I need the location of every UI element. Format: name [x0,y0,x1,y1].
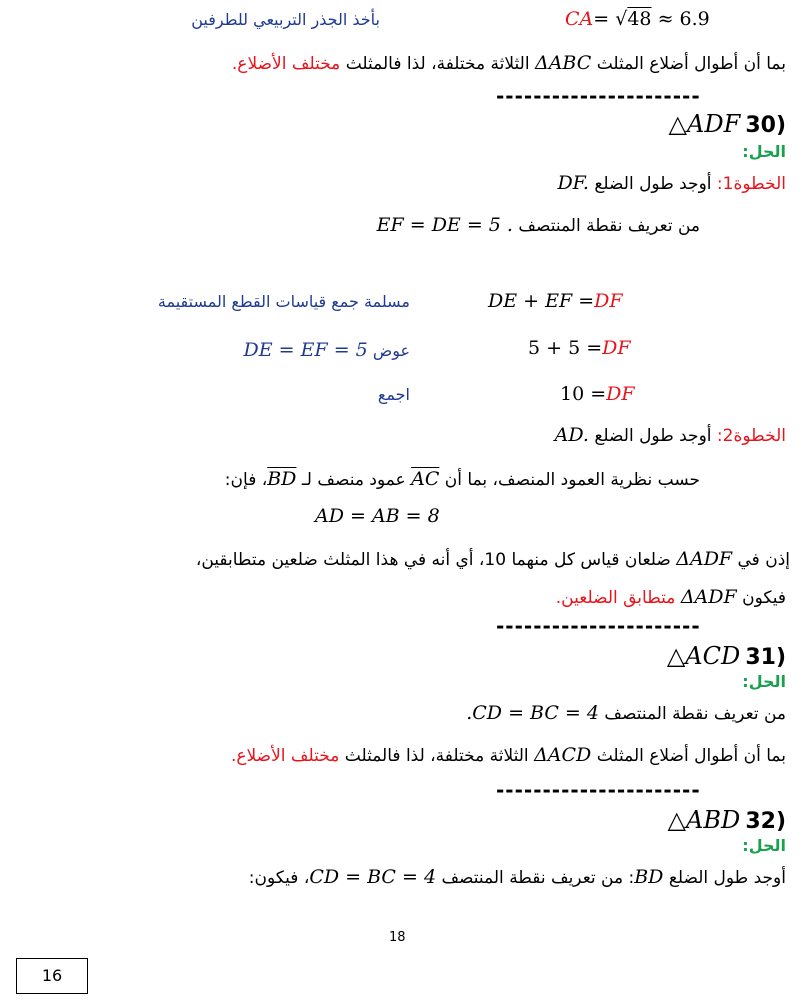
segment-ac: $\overline{AC}$ [411,468,440,490]
ca-equation: CA= √48 ≈ 6.9 [565,8,710,30]
q30-header [669,110,786,138]
q30-eq3: 10 =DF [560,383,635,405]
separator-1: ---------------------- [496,84,701,108]
segment-bd: $\overline{BD}$ [267,468,297,490]
q30-mid-text: من تعريف نقطة المنتصف [518,216,700,236]
q30-step1 [557,172,786,194]
q30-step2 [555,424,786,446]
scalene-abc-line [232,52,786,74]
q31-solution-label: الحل: [742,672,786,691]
q32-text: أوجد طول الضلع BD: من تعريف نقطة المنتصف CD = BC = 4، فيكون: [248,866,786,888]
q30-eq3-note: اجمع [377,385,410,404]
scalene-abc-tri: ΔABC [534,52,592,74]
page-number-center: 18 [389,930,406,945]
q30-mid-eq: EF = DE = 5 . [376,214,513,236]
q30-eq2-note: عوض DE = EF = 5 [243,339,410,361]
q30-eq2: 5 + 5 =DF [528,337,631,359]
q32-header [668,806,786,834]
q30-step2-seg: AD. [554,424,589,446]
q30-theorem: حسب نظرية العمود المنصف، بما أن $\overline{AC}$ عمود منصف لـ $\overline{BD}،$ فإن: [224,468,700,490]
q31-number: (31 [745,645,786,670]
q30-conclusion: إذن في ΔADF ضلعان قياس كل منهما 10، أي أنه في هذا المثلث ضلعين متطابقين، [195,548,790,570]
q32-solution-label: الحل: [742,836,786,855]
q31-triangle: △ACD [666,642,741,670]
q30-step1-label: الخطوة1: [716,174,786,194]
q30-step2-label: الخطوة2: [716,426,786,446]
q30-solution-label: الحل: [742,142,786,161]
scalene-abc-result: مختلف الأضلاع. [231,54,341,74]
q30-step1-seg: DF. [557,172,589,194]
separator-3: ---------------------- [496,778,701,802]
q30-ad-eq: AD = AB = 8 [315,505,440,527]
sqrt-note: بأخذ الجذر التربيعي للطرفين [191,10,380,29]
q31-midpoint: من تعريف نقطة المنتصف .CD = BC = 4 [466,702,786,724]
q30-eq1: DE + EF =DF [488,290,623,312]
q31-scalene: بما أن أطوال أضلاع المثلث ΔACD الثلاثة مختلفة، لذا فالمثلث مختلف الأضلاع. [230,744,786,766]
q30-step2-text: أوجد طول الضلع [594,426,712,446]
q30-triangle: △ADF [668,110,741,138]
scalene-abc-pre: بما أن أطوال أضلاع المثلث [596,54,786,74]
q30-eq1-note: مسلمة جمع قياسات القطع المستقيمة [157,292,410,311]
q30-step1-text: أوجد طول الضلع [594,174,712,194]
page-number-box: 16 [16,958,88,994]
separator-2: ---------------------- [496,614,701,638]
q30-midpoint [377,214,700,236]
q32-triangle: △ABD [667,806,741,834]
q30-number: (30 [745,113,786,138]
q30-so: فيكون ΔADF متطابق الضلعين. [555,586,786,608]
q32-number: (32 [745,809,786,834]
q31-header [667,642,786,670]
scalene-abc-mid: الثلاثة مختلفة، لذا فالمثلث [345,54,530,74]
